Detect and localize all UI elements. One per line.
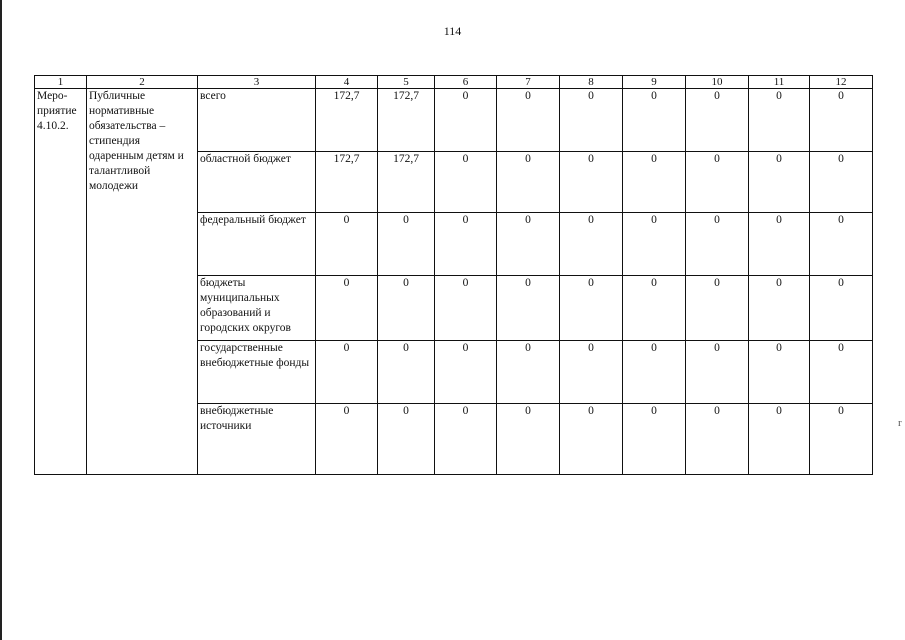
- value-cell: 0: [497, 341, 560, 404]
- value-cell: 0: [435, 404, 497, 475]
- value-cell: 172,7: [378, 152, 435, 213]
- value-cell: 0: [749, 276, 810, 341]
- value-cell: 0: [810, 341, 873, 404]
- value-cell: 0: [560, 404, 623, 475]
- stray-mark: r: [898, 417, 902, 429]
- budget-table: [34, 75, 873, 475]
- header-col-12: 12: [810, 76, 873, 89]
- value-cell: 0: [316, 276, 378, 341]
- source-cell: федеральный бюджет: [198, 213, 316, 276]
- value-cell: 0: [623, 341, 686, 404]
- value-cell: 0: [316, 213, 378, 276]
- value-cell: 0: [810, 404, 873, 475]
- header-col-2: 2: [87, 76, 198, 89]
- value-cell: 0: [623, 152, 686, 213]
- value-cell: 0: [686, 213, 749, 276]
- value-cell: 0: [497, 89, 560, 152]
- value-cell: 0: [749, 152, 810, 213]
- value-cell: 0: [623, 404, 686, 475]
- value-cell: 0: [623, 276, 686, 341]
- header-col-4: 4: [316, 76, 378, 89]
- value-cell: 0: [749, 89, 810, 152]
- value-cell: 0: [810, 89, 873, 152]
- value-cell: 0: [560, 213, 623, 276]
- source-cell: внебюджетные источники: [198, 404, 316, 475]
- value-cell: 0: [316, 404, 378, 475]
- value-cell: 0: [686, 89, 749, 152]
- value-cell: 0: [686, 152, 749, 213]
- source-cell: областной бюджет: [198, 152, 316, 213]
- header-col-7: 7: [497, 76, 560, 89]
- value-cell: 0: [435, 152, 497, 213]
- header-col-1: 1: [35, 76, 87, 89]
- source-cell: всего: [198, 89, 316, 152]
- value-cell: 0: [560, 89, 623, 152]
- value-cell: 0: [560, 152, 623, 213]
- value-cell: 0: [749, 404, 810, 475]
- measure-cell: Меро-приятие 4.10.2.: [35, 89, 87, 475]
- value-cell: 0: [497, 213, 560, 276]
- value-cell: 0: [497, 152, 560, 213]
- value-cell: 0: [686, 341, 749, 404]
- header-col-3: 3: [198, 76, 316, 89]
- value-cell: 0: [686, 404, 749, 475]
- value-cell: 0: [749, 341, 810, 404]
- page-number: 114: [443, 24, 462, 38]
- header-col-5: 5: [378, 76, 435, 89]
- value-cell: 0: [810, 152, 873, 213]
- header-row: [35, 76, 873, 89]
- source-cell: бюджеты муниципальных образований и городских округов: [198, 276, 316, 341]
- description-cell: Публичные нормативные обязательства – стипендия одаренным детям и талантливой молодежи: [87, 89, 198, 475]
- value-cell: 0: [560, 341, 623, 404]
- header-col-10: 10: [686, 76, 749, 89]
- value-cell: 0: [810, 213, 873, 276]
- value-cell: 172,7: [378, 89, 435, 152]
- source-cell: государственные внебюджетные фонды: [198, 341, 316, 404]
- table-header: [35, 76, 873, 89]
- value-cell: 0: [435, 341, 497, 404]
- value-cell: 0: [623, 213, 686, 276]
- value-cell: 0: [623, 89, 686, 152]
- value-cell: 0: [378, 213, 435, 276]
- value-cell: 0: [560, 276, 623, 341]
- value-cell: 0: [810, 276, 873, 341]
- value-cell: 0: [378, 404, 435, 475]
- value-cell: 0: [435, 276, 497, 341]
- header-col-6: 6: [435, 76, 497, 89]
- header-col-11: 11: [749, 76, 810, 89]
- value-cell: 0: [378, 276, 435, 341]
- header-col-9: 9: [623, 76, 686, 89]
- value-cell: 0: [686, 276, 749, 341]
- value-cell: 0: [435, 89, 497, 152]
- header-col-8: 8: [560, 76, 623, 89]
- page-left-edge: [0, 0, 2, 640]
- value-cell: 0: [316, 341, 378, 404]
- table-body: [35, 89, 873, 475]
- value-cell: 0: [497, 276, 560, 341]
- value-cell: 0: [378, 341, 435, 404]
- value-cell: 0: [435, 213, 497, 276]
- value-cell: 0: [497, 404, 560, 475]
- table-row: [35, 89, 873, 152]
- value-cell: 0: [749, 213, 810, 276]
- value-cell: 172,7: [316, 89, 378, 152]
- value-cell: 172,7: [316, 152, 378, 213]
